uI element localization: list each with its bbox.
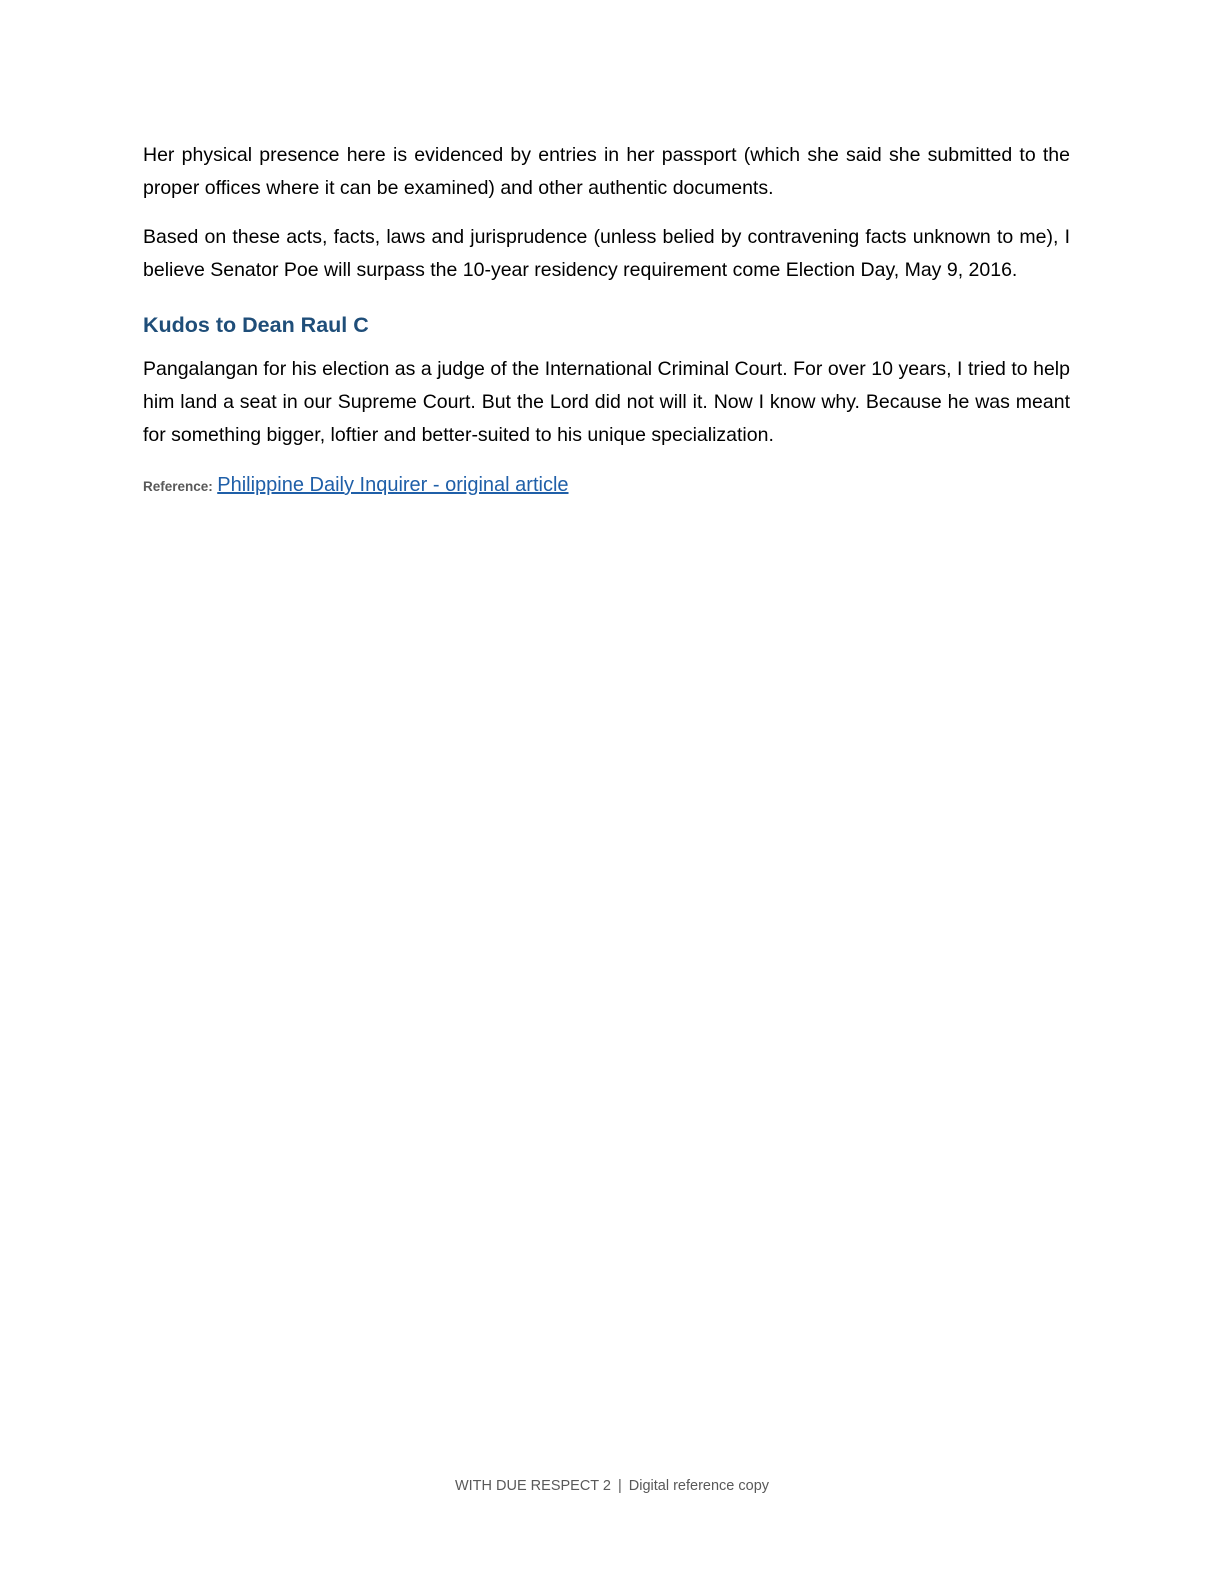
paragraph-physical-presence: Her physical presence here is evidenced by entries in her passport (which she said she submitted to the proper offices where it can be examined) and other authentic documents. <box>143 144 1070 199</box>
document-body <box>143 139 1070 500</box>
reference-line <box>143 472 1070 500</box>
page-footer <box>0 1478 1224 1494</box>
paragraph-residency-conclusion: Based on these acts, facts, laws and jurisprudence (unless belied by contravening facts unknown to me), I believe Senator Poe will surpass the 10-year residency requirement come Election Day, May 9, 2016. <box>143 226 1070 281</box>
paragraph-pangalangan: Pangalangan for his election as a judge of the International Criminal Court. For over 10 years, I tried to help him land a seat in our Supreme Court. But the Lord did not will it. Now I know why. Because he was meant for something bigger, loftier and better-suited to his unique specialization. <box>143 358 1070 446</box>
footer-title: WITH DUE RESPECT 2 <box>454 1478 611 1494</box>
footer-subtitle: Digital reference copy <box>628 1478 770 1494</box>
reference-label: Reference: <box>143 479 213 494</box>
reference-link[interactable]: Philippine Daily Inquirer - original article <box>217 474 569 496</box>
footer-separator: | <box>618 1478 622 1494</box>
section-heading: Kudos to Dean Raul C <box>143 313 369 337</box>
